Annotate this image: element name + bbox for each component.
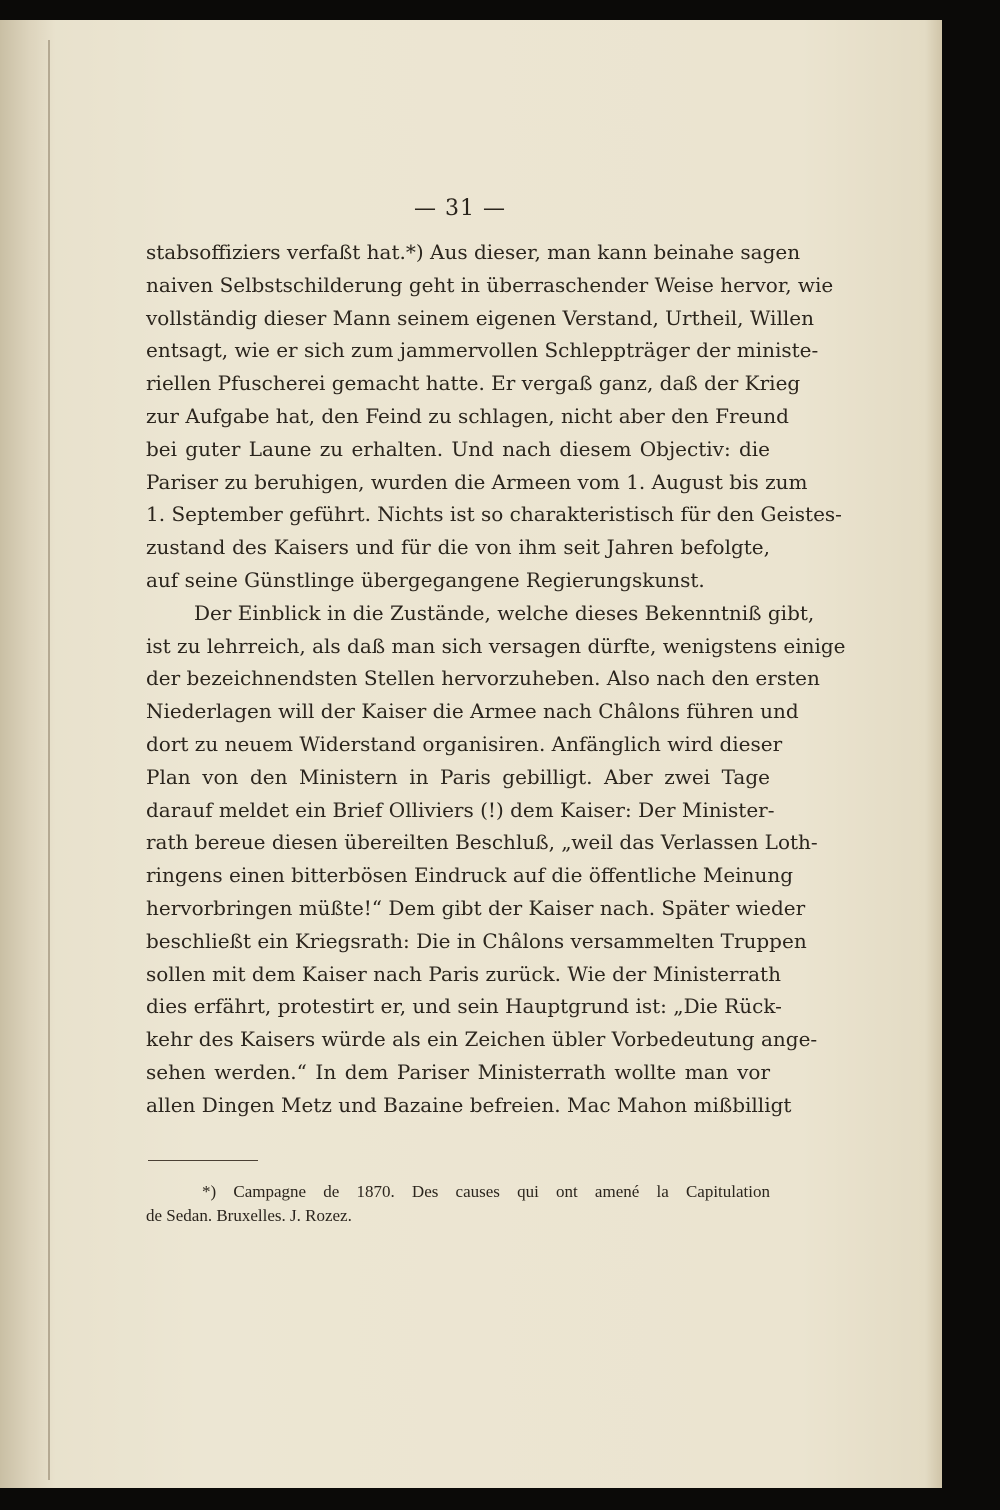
text-line: Niederlagen will der Kaiser die Armee nach Châlons führen und bbox=[146, 699, 799, 724]
text-line: Der Einblick in die Zustände, welche dieses Bekenntniß gibt, bbox=[194, 600, 815, 625]
text-line: zur Aufgabe hat, den Feind zu schlagen, nicht aber den Freund bbox=[146, 403, 789, 428]
text-line: Pariser zu beruhigen, wurden die Armeen vom 1. August bis zum bbox=[146, 469, 808, 494]
text-line: naiven Selbstschilderung geht in überraschender Weise hervor, wie bbox=[146, 272, 834, 297]
book-gutter bbox=[48, 40, 50, 1480]
text-line: sehen werden.“ In dem Pariser Ministerrath wollte man vor bbox=[146, 1059, 770, 1084]
text-line: stabsoffiziers verfaßt hat.*) Aus dieser, man kann beinahe sagen bbox=[146, 240, 801, 264]
text-line: dies erfährt, protestirt er, und sein Hauptgrund ist: „Die Rück- bbox=[146, 994, 782, 1019]
page-number: — 31 — bbox=[414, 196, 506, 221]
text-line: darauf meldet ein Brief Olliviers (!) dem Kaiser: Der Minister- bbox=[146, 797, 775, 822]
footnote-divider bbox=[148, 1160, 258, 1161]
main-text bbox=[146, 236, 846, 1122]
footnote-line: *) Campagne de 1870. Des causes qui ont amené la Capitulation bbox=[202, 1182, 770, 1201]
text-line: der bezeichnendsten Stellen hervorzuheben. Also nach den ersten bbox=[146, 666, 820, 691]
text-line: ist zu lehrreich, als daß man sich versagen dürfte, wenigstens einige bbox=[146, 633, 846, 658]
text-line: dort zu neuem Widerstand organisiren. Anfänglich wird dieser bbox=[146, 731, 783, 756]
text-line: Plan von den Ministern in Paris gebilligt. Aber zwei Tage bbox=[146, 764, 770, 789]
text-line: ringens einen bitterbösen Eindruck auf die öffentliche Meinung bbox=[146, 863, 794, 888]
text-line: allen Dingen Metz und Bazaine befreien. Mac Mahon mißbilligt bbox=[146, 1092, 792, 1117]
footnote bbox=[146, 1180, 770, 1228]
text-line: bei guter Laune zu erhalten. Und nach diesem Objectiv: die bbox=[146, 436, 770, 461]
text-line: riellen Pfuscherei gemacht hatte. Er vergaß ganz, daß der Krieg bbox=[146, 371, 801, 396]
text-line: hervorbringen müßte!“ Dem gibt der Kaiser nach. Später wieder bbox=[146, 895, 806, 920]
facing-page-edge bbox=[0, 20, 55, 1488]
text-line: entsagt, wie er sich zum jammervollen Schleppträger der ministe- bbox=[146, 338, 819, 363]
text-line: zustand des Kaisers und für die von ihm seit Jahren befolgte, bbox=[146, 535, 770, 560]
text-line: kehr des Kaisers würde als ein Zeichen übler Vorbedeutung ange- bbox=[146, 1027, 818, 1052]
text-line: 1. September geführt. Nichts ist so charakteristisch für den Geistes- bbox=[146, 502, 842, 527]
text-line: rath bereue diesen übereilten Beschluß, „weil das Verlassen Loth- bbox=[146, 830, 818, 855]
text-line: auf seine Günstlinge übergegangene Regierungskunst. bbox=[146, 567, 705, 592]
footnote-line: de Sedan. Bruxelles. J. Rozez. bbox=[146, 1206, 352, 1225]
text-line: beschließt ein Kriegsrath: Die in Châlons versammelten Truppen bbox=[146, 928, 807, 953]
text-line: vollständig dieser Mann seinem eigenen Verstand, Urtheil, Willen bbox=[146, 305, 814, 330]
text-line: sollen mit dem Kaiser nach Paris zurück. Wie der Ministerrath bbox=[146, 961, 781, 986]
